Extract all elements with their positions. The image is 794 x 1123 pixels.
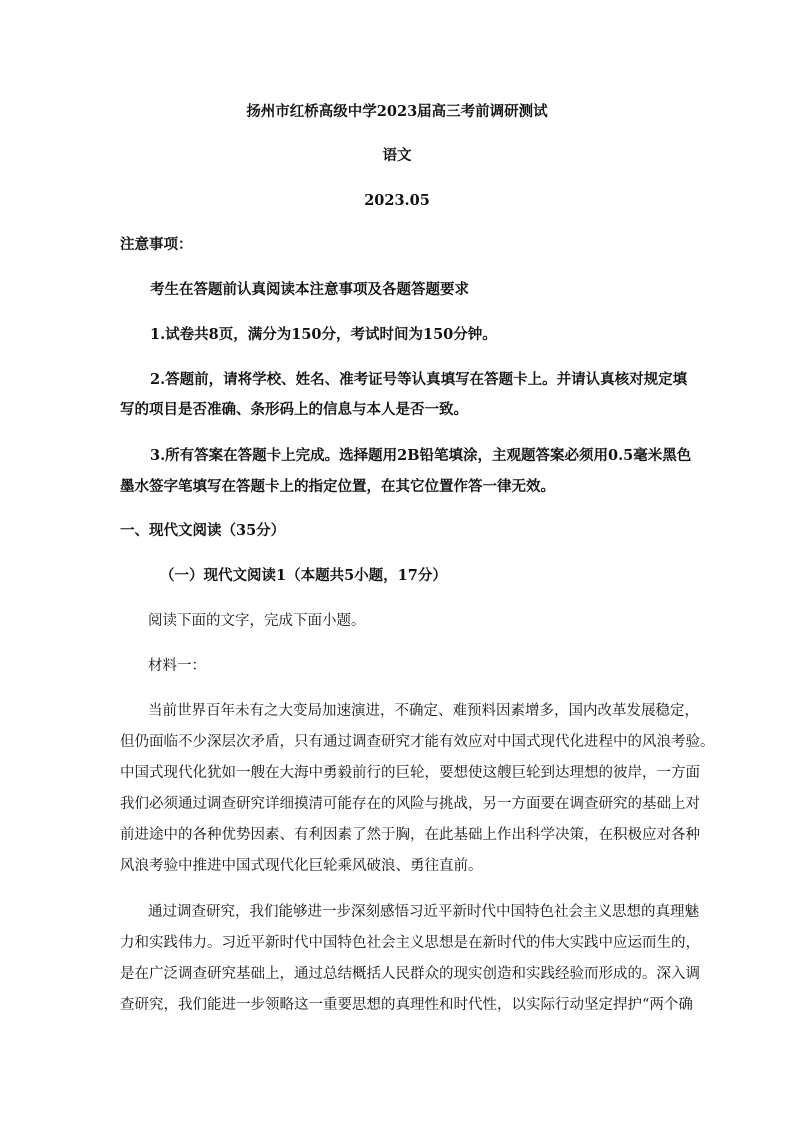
paragraph2-line: 是在广泛调查研究基础上，通过总结概括人民群众的现实创造和实践经验而形成的。深入调 [120,966,700,982]
paragraph1-line: 我们必须通过调查研究详细摸清可能存在的风险与挑战，另一方面要在调查研究的基础上对 [120,796,700,812]
notice-item-3-line1: 3.所有答案在答题卡上完成。选择题用2B铅笔填涂，主观题答案必须用0.5毫米黑色 [150,447,692,464]
paragraph1-line: 中国式现代化犹如一艘在大海中勇毅前行的巨轮，要想使这艘巨轮到达理想的彼岸，一方面 [120,765,700,781]
material-label: 材料一： [148,658,206,674]
paragraph2-line: 查研究，我们能进一步领略这一重要思想的真理性和时代性，以实际行动坚定捍护“两个确 [120,997,693,1013]
paragraph1-line: 当前世界百年未有之大变局加速演进，不确定、难预料因素增多，国内改革发展稳定， [148,703,699,719]
notice-item-2-line1: 2.答题前，请将学校、姓名、准考证号等认真填写在答题卡上。并请认真核对规定填 [150,371,688,388]
paragraph1-line: 前进途中的各种优势因素、有利因素了然于胸，在此基础上作出科学决策，在积极应对各种 [120,827,700,843]
exam-date: 2023.05 [364,192,430,209]
notice-item-2-line2: 写的项目是否准确、条形码上的信息与本人是否一致。 [120,401,468,418]
instruction-text: 阅读下面的文字，完成下面小题。 [148,613,366,629]
paragraph2-line: 力和实践伟力。习近平新时代中国特色社会主义思想是在新时代的伟大实践中应运而生的， [120,935,700,951]
paragraph1-line: 但仍面临不少深层次矛盾，只有通过调查研究才能有效应对中国式现代化进程中的风浪考验。 [120,734,715,750]
subject-title: 语文 [382,147,412,164]
subsection-heading: （一）现代文阅读1（本题共5小题，17分） [160,567,447,584]
notice-item-3-line2: 墨水签字笔填写在答题卡上的指定位置，在其它位置作答一律无效。 [120,478,555,495]
notice-heading: 注意事项： [120,236,193,253]
paragraph1-line: 风浪考验中推进中国式现代化巨轮乘风破浪、勇往直前。 [120,858,483,874]
paragraph2-line: 通过调查研究，我们能够进一步深刻感悟习近平新时代中国特色社会主义思想的真理魅 [148,904,699,920]
section-heading: 一、现代文阅读（35分） [120,522,286,539]
exam-title: 扬州市红桥高级中学2023届高三考前调研测试 [246,103,548,120]
notice-item-1: 1.试卷共8页，满分为150分，考试时间为150分钟。 [150,326,497,343]
notice-intro: 考生在答题前认真阅读本注意事项及各题答题要求 [150,281,469,298]
